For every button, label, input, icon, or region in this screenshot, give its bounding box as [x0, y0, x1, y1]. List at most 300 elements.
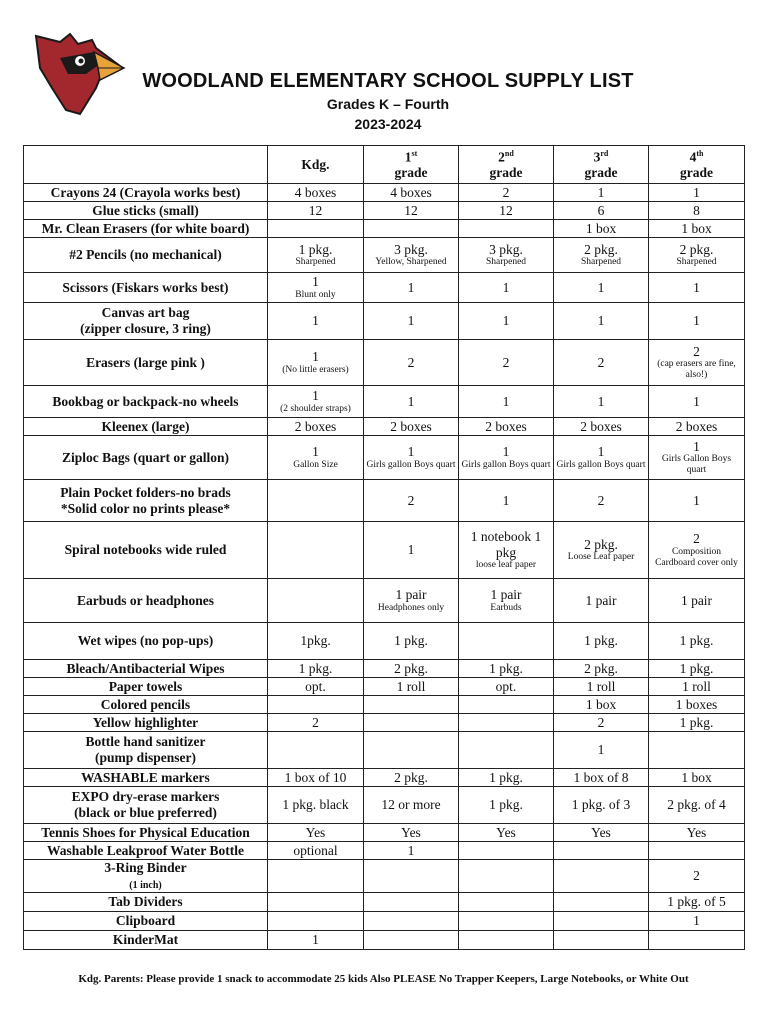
item-name-cell [24, 912, 268, 931]
quantity-cell [364, 238, 459, 273]
table-row [24, 787, 745, 824]
table-row [24, 824, 745, 842]
quantity-cell [459, 480, 554, 522]
item-name-cell [24, 579, 268, 623]
item-name-cell [24, 303, 268, 340]
quantity-note: Girls gallon Boys quart [461, 459, 551, 470]
quantity-cell [268, 714, 364, 732]
quantity-cell [459, 184, 554, 202]
quantity-cell [554, 732, 649, 769]
quantity-cell [268, 732, 364, 769]
quantity-value: 1 [693, 492, 700, 508]
quantity-cell [268, 238, 364, 273]
quantity-value: 1 pair [490, 587, 522, 603]
quantity-value: 1pkg. [300, 633, 331, 649]
item-name-cell [24, 184, 268, 202]
quantity-value: 2 [407, 492, 415, 508]
quantity-cell [554, 579, 649, 623]
quantity-cell [268, 579, 364, 623]
quantity-value: Yes [401, 824, 421, 840]
quantity-cell [649, 579, 745, 623]
quantity-cell [649, 714, 745, 732]
quantity-value: 1 [693, 184, 700, 200]
table-row [24, 579, 745, 623]
item-name-line2: (zipper closure, 3 ring) [80, 321, 211, 336]
quantity-note: Gallon Size [293, 459, 338, 470]
quantity-cell [554, 418, 649, 436]
table-row [24, 522, 745, 579]
quantity-value: 1 pkg. [679, 633, 714, 649]
quantity-value: 1 pair [680, 592, 713, 608]
item-name-detail: (1 inch) [129, 880, 162, 891]
quantity-cell [649, 912, 745, 931]
quantity-value: 2 [693, 343, 700, 359]
quantity-cell [268, 912, 364, 931]
quantity-cell [364, 842, 459, 860]
quantity-cell [364, 678, 459, 696]
quantity-cell [554, 184, 649, 202]
item-name: Tab Dividers [108, 894, 183, 910]
quantity-value: 2 pkg. [584, 241, 618, 257]
quantity-cell [268, 522, 364, 579]
quantity-cell [554, 436, 649, 480]
quantity-value: 1 [312, 388, 319, 404]
quantity-cell [649, 184, 745, 202]
quantity-cell [459, 860, 554, 893]
item-name: Crayons 24 (Crayola works best) [50, 184, 241, 200]
quantity-value: 1 box [585, 696, 617, 712]
item-name-cell [24, 436, 268, 480]
quantity-cell [554, 931, 649, 950]
quantity-cell [554, 860, 649, 893]
quantity-note: loose leaf paper [475, 560, 537, 571]
item-name-cell [24, 860, 268, 893]
quantity-value: 2 [693, 868, 700, 884]
quantity-value: 2 boxes [580, 418, 622, 434]
quantity-cell [554, 386, 649, 418]
quantity-cell [364, 579, 459, 623]
quantity-value: Yes [686, 824, 707, 840]
item-name: Clipboard [115, 913, 176, 929]
quantity-cell [268, 418, 364, 436]
quantity-cell [459, 340, 554, 386]
table-row [24, 303, 745, 340]
column-header-2nd: 2nd grade [459, 146, 554, 184]
quantity-cell [554, 714, 649, 732]
quantity-cell [459, 660, 554, 678]
quantity-cell [268, 787, 364, 824]
quantity-cell [459, 238, 554, 273]
quantity-value: Yes [305, 824, 326, 840]
quantity-cell [268, 660, 364, 678]
quantity-cell [554, 787, 649, 824]
quantity-cell [268, 340, 364, 386]
quantity-cell [364, 623, 459, 660]
quantity-cell [364, 660, 459, 678]
quantity-cell [459, 220, 554, 238]
quantity-cell [268, 893, 364, 912]
quantity-note: (No little erasers) [282, 364, 349, 375]
quantity-value: 2 pkg. [584, 536, 618, 552]
table-header-row [24, 146, 745, 184]
item-name: Scissors (Fiskars works best) [62, 279, 229, 295]
quantity-cell [364, 386, 459, 418]
table-row [24, 842, 745, 860]
quantity-cell [649, 303, 745, 340]
quantity-cell [459, 931, 554, 950]
quantity-cell [649, 893, 745, 912]
quantity-cell [459, 824, 554, 842]
quantity-value: 1 [597, 444, 605, 460]
quantity-note: Loose Leaf paper [567, 552, 635, 563]
quantity-value: 1 pkg. black [282, 797, 349, 813]
quantity-value: 1 pkg. [394, 633, 428, 649]
quantity-note: (2 shoulder straps) [280, 403, 351, 414]
item-name: Bookbag or backpack-no wheels [52, 393, 239, 409]
table-row [24, 184, 745, 202]
table-row [24, 386, 745, 418]
quantity-cell [649, 678, 745, 696]
quantity-cell [459, 787, 554, 824]
quantity-value: 1 [502, 279, 510, 295]
quantity-cell [554, 340, 649, 386]
quantity-cell [554, 522, 649, 579]
quantity-value: 4 boxes [294, 184, 337, 200]
quantity-cell [364, 714, 459, 732]
item-name-line2: (pump dispenser) [95, 750, 196, 765]
quantity-cell [364, 522, 459, 579]
quantity-cell [364, 893, 459, 912]
quantity-cell [649, 623, 745, 660]
quantity-cell [268, 623, 364, 660]
item-name-cell [24, 220, 268, 238]
item-name-cell [24, 732, 268, 769]
quantity-value: 1 pair [585, 592, 617, 608]
quantity-note: Girls gallon Boys quart [366, 459, 456, 470]
quantity-value: 12 [404, 202, 418, 218]
quantity-cell [268, 860, 364, 893]
quantity-cell [364, 184, 459, 202]
item-name: Washable Leakproof Water Bottle [47, 842, 244, 858]
quantity-value: 2 [502, 184, 510, 200]
quantity-value: 2 pkg. [679, 241, 714, 257]
quantity-cell [649, 931, 745, 950]
item-name: Plain Pocket folders-no brads [60, 484, 231, 500]
table-row [24, 931, 745, 950]
quantity-cell [459, 418, 554, 436]
quantity-value: 1 pkg. [584, 633, 618, 649]
quantity-value: 1 pkg. [679, 660, 714, 676]
quantity-cell [649, 860, 745, 893]
quantity-cell [459, 842, 554, 860]
quantity-cell [459, 732, 554, 769]
item-name-line2: (black or blue preferred) [74, 805, 217, 820]
item-name-cell [24, 340, 268, 386]
table-row [24, 893, 745, 912]
quantity-value: 6 [597, 202, 605, 218]
quantity-cell [268, 931, 364, 950]
quantity-cell [459, 579, 554, 623]
quantity-cell [649, 660, 745, 678]
item-name-cell [24, 238, 268, 273]
quantity-cell [459, 436, 554, 480]
quantity-cell [459, 386, 554, 418]
quantity-value: 1 boxes [675, 696, 718, 712]
quantity-cell [649, 769, 745, 787]
item-name: Canvas art bag [101, 305, 190, 321]
quantity-value: 3 pkg. [394, 241, 428, 257]
footer-note: Kdg. Parents: Please provide 1 snack to accommodate 25 kids Also PLEASE No Trapper Keepers, Large Notebooks, or White Out [78, 973, 689, 985]
quantity-value: 1 [597, 184, 605, 200]
quantity-value: Yes [496, 824, 516, 840]
quantity-value: 1 [693, 913, 700, 929]
quantity-cell [554, 824, 649, 842]
quantity-value: 1 box [681, 220, 712, 236]
quantity-note: Girls Gallon Boys quart [661, 454, 732, 476]
quantity-value: 1 box of 10 [284, 769, 347, 785]
quantity-value: 1 [407, 393, 415, 409]
item-name-line2: *Solid color no prints please* [60, 500, 231, 516]
grades-subtitle: Grades K – Fourth [326, 96, 450, 112]
quantity-value: opt. [305, 678, 326, 694]
quantity-cell [364, 436, 459, 480]
quantity-cell [649, 732, 745, 769]
quantity-note: Composition Cardboard cover only [655, 546, 738, 568]
column-header-4th: 4th grade [649, 146, 745, 184]
quantity-value: 1 [312, 444, 319, 460]
item-name-cell [24, 824, 268, 842]
quantity-value: 8 [693, 202, 700, 218]
quantity-cell [649, 238, 745, 273]
quantity-value: 1 [597, 393, 605, 409]
quantity-cell [649, 696, 745, 714]
quantity-value: 1 [407, 542, 415, 558]
quantity-cell [459, 202, 554, 220]
page-title: WOODLAND ELEMENTARY SCHOOL SUPPLY LIST [142, 70, 634, 92]
item-name: Wet wipes (no pop-ups) [77, 633, 214, 649]
quantity-note: Sharpened [485, 257, 527, 268]
table-row [24, 660, 745, 678]
quantity-value: 1 [693, 313, 700, 329]
table-row [24, 678, 745, 696]
item-name-cell [24, 418, 268, 436]
quantity-cell [268, 678, 364, 696]
quantity-value: 2 boxes [675, 418, 718, 434]
item-name-cell [24, 386, 268, 418]
quantity-cell [649, 418, 745, 436]
quantity-cell [268, 184, 364, 202]
column-header-3rd: 3rd grade [554, 146, 649, 184]
quantity-value: 1 pair [395, 587, 427, 603]
table-row [24, 696, 745, 714]
quantity-cell [364, 202, 459, 220]
quantity-value: 1 notebook 1 pkg [470, 529, 542, 560]
quantity-value: 1 [597, 279, 605, 295]
quantity-value: optional [293, 842, 338, 858]
item-name-cell [24, 787, 268, 824]
item-name-cell [24, 660, 268, 678]
quantity-cell [268, 769, 364, 787]
quantity-cell [554, 660, 649, 678]
quantity-note: Headphones only [377, 602, 445, 613]
quantity-value: 3 pkg. [489, 241, 523, 257]
quantity-cell [364, 931, 459, 950]
quantity-value: 12 [308, 202, 323, 218]
quantity-value: 1 [407, 313, 415, 329]
quantity-value: 2 pkg. of 4 [667, 797, 726, 813]
item-name-cell [24, 480, 268, 522]
quantity-value: 1 [502, 492, 510, 508]
quantity-cell [268, 220, 364, 238]
quantity-value: 1 pkg. [298, 660, 333, 676]
item-name-cell [24, 202, 268, 220]
quantity-value: 1 pkg. [298, 241, 333, 257]
quantity-cell [268, 436, 364, 480]
quantity-cell [649, 386, 745, 418]
quantity-value: 12 or more [381, 797, 441, 813]
item-name-cell [24, 842, 268, 860]
quantity-cell [364, 824, 459, 842]
item-name: Spiral notebooks wide ruled [64, 542, 227, 558]
table-row [24, 202, 745, 220]
quantity-value: 1 [312, 313, 319, 329]
year-subtitle: 2023-2024 [354, 116, 422, 132]
quantity-cell [649, 787, 745, 824]
quantity-value: 1 [312, 932, 319, 948]
cardinal-logo-icon [30, 28, 130, 118]
quantity-cell [554, 623, 649, 660]
quantity-value: 2 boxes [294, 418, 337, 434]
quantity-cell [459, 522, 554, 579]
quantity-cell [268, 273, 364, 303]
quantity-cell [459, 303, 554, 340]
quantity-value: 12 [499, 202, 513, 218]
quantity-value: 1 roll [396, 678, 426, 694]
quantity-cell [459, 678, 554, 696]
quantity-cell [364, 696, 459, 714]
quantity-cell [649, 202, 745, 220]
item-name: Ziploc Bags (quart or gallon) [61, 449, 230, 465]
quantity-value: 1 [693, 393, 700, 409]
quantity-cell [459, 769, 554, 787]
quantity-value: 1 pkg. [489, 797, 523, 813]
quantity-value: 2 pkg. [394, 769, 428, 785]
quantity-value: 1 [407, 279, 415, 295]
quantity-cell [554, 893, 649, 912]
quantity-note: Earbuds [490, 602, 522, 613]
item-name-cell [24, 714, 268, 732]
quantity-cell [554, 842, 649, 860]
item-name: Mr. Clean Erasers (for white board) [41, 220, 250, 236]
quantity-value: Yes [591, 824, 611, 840]
table-row [24, 860, 745, 893]
quantity-value: 2 [312, 714, 319, 730]
quantity-cell [364, 732, 459, 769]
quantity-value: 1 roll [682, 678, 711, 694]
item-name-cell [24, 678, 268, 696]
quantity-value: 1 [693, 279, 700, 295]
item-name: #2 Pencils (no mechanical) [69, 247, 222, 263]
table-row [24, 623, 745, 660]
quantity-value: 1 box [681, 769, 712, 785]
quantity-cell [364, 220, 459, 238]
quantity-value: 2 pkg. [584, 660, 618, 676]
quantity-value: 1 [502, 313, 510, 329]
header-blank-cell [24, 146, 268, 184]
table-row [24, 238, 745, 273]
item-name-cell [24, 696, 268, 714]
quantity-value: 1 pkg. of 3 [571, 797, 631, 813]
quantity-note: Sharpened [676, 257, 717, 268]
item-name-cell [24, 273, 268, 303]
quantity-cell [649, 220, 745, 238]
quantity-cell [554, 678, 649, 696]
table-row [24, 418, 745, 436]
quantity-value: 1 pkg. of 5 [667, 894, 726, 910]
quantity-value: 1 pkg. [679, 714, 714, 730]
quantity-value: 1 roll [586, 678, 616, 694]
table-row [24, 769, 745, 787]
column-header-kdg: Kdg. [268, 146, 364, 184]
quantity-cell [268, 303, 364, 340]
quantity-cell [364, 787, 459, 824]
quantity-cell [649, 436, 745, 480]
quantity-cell [364, 303, 459, 340]
item-name: Bottle hand sanitizer [85, 734, 206, 750]
quantity-cell [364, 480, 459, 522]
quantity-value: 2 [693, 531, 700, 547]
quantity-cell [554, 769, 649, 787]
quantity-cell [459, 696, 554, 714]
table-row [24, 480, 745, 522]
quantity-cell [459, 623, 554, 660]
item-name: Earbuds or headphones [76, 592, 215, 608]
item-name: WASHABLE markers [81, 769, 210, 785]
quantity-cell [364, 912, 459, 931]
quantity-cell [459, 714, 554, 732]
quantity-value: 1 pkg. [489, 769, 523, 785]
quantity-value: 1 [597, 313, 605, 329]
quantity-value: 2 boxes [485, 418, 527, 434]
item-name: Yellow highlighter [92, 714, 199, 730]
quantity-cell [649, 340, 745, 386]
table-row [24, 436, 745, 480]
quantity-value: 1 [407, 842, 415, 858]
quantity-cell [554, 912, 649, 931]
quantity-value: 1 pkg. [489, 660, 523, 676]
quantity-value: 2 pkg. [394, 660, 428, 676]
quantity-cell [554, 220, 649, 238]
quantity-value: 4 boxes [390, 184, 432, 200]
quantity-cell [554, 273, 649, 303]
quantity-cell [459, 893, 554, 912]
quantity-cell [649, 842, 745, 860]
quantity-value: 1 [407, 444, 415, 460]
quantity-cell [364, 860, 459, 893]
item-name-cell [24, 931, 268, 950]
quantity-value: 2 [407, 354, 415, 370]
quantity-cell [649, 824, 745, 842]
table-row [24, 714, 745, 732]
quantity-cell [554, 480, 649, 522]
quantity-value: 2 [597, 354, 605, 370]
quantity-note: Yellow, Sharpened [375, 257, 447, 268]
quantity-cell [459, 912, 554, 931]
quantity-cell [268, 480, 364, 522]
item-name-cell [24, 893, 268, 912]
table-row [24, 912, 745, 931]
quantity-note: Sharpened [580, 257, 622, 268]
